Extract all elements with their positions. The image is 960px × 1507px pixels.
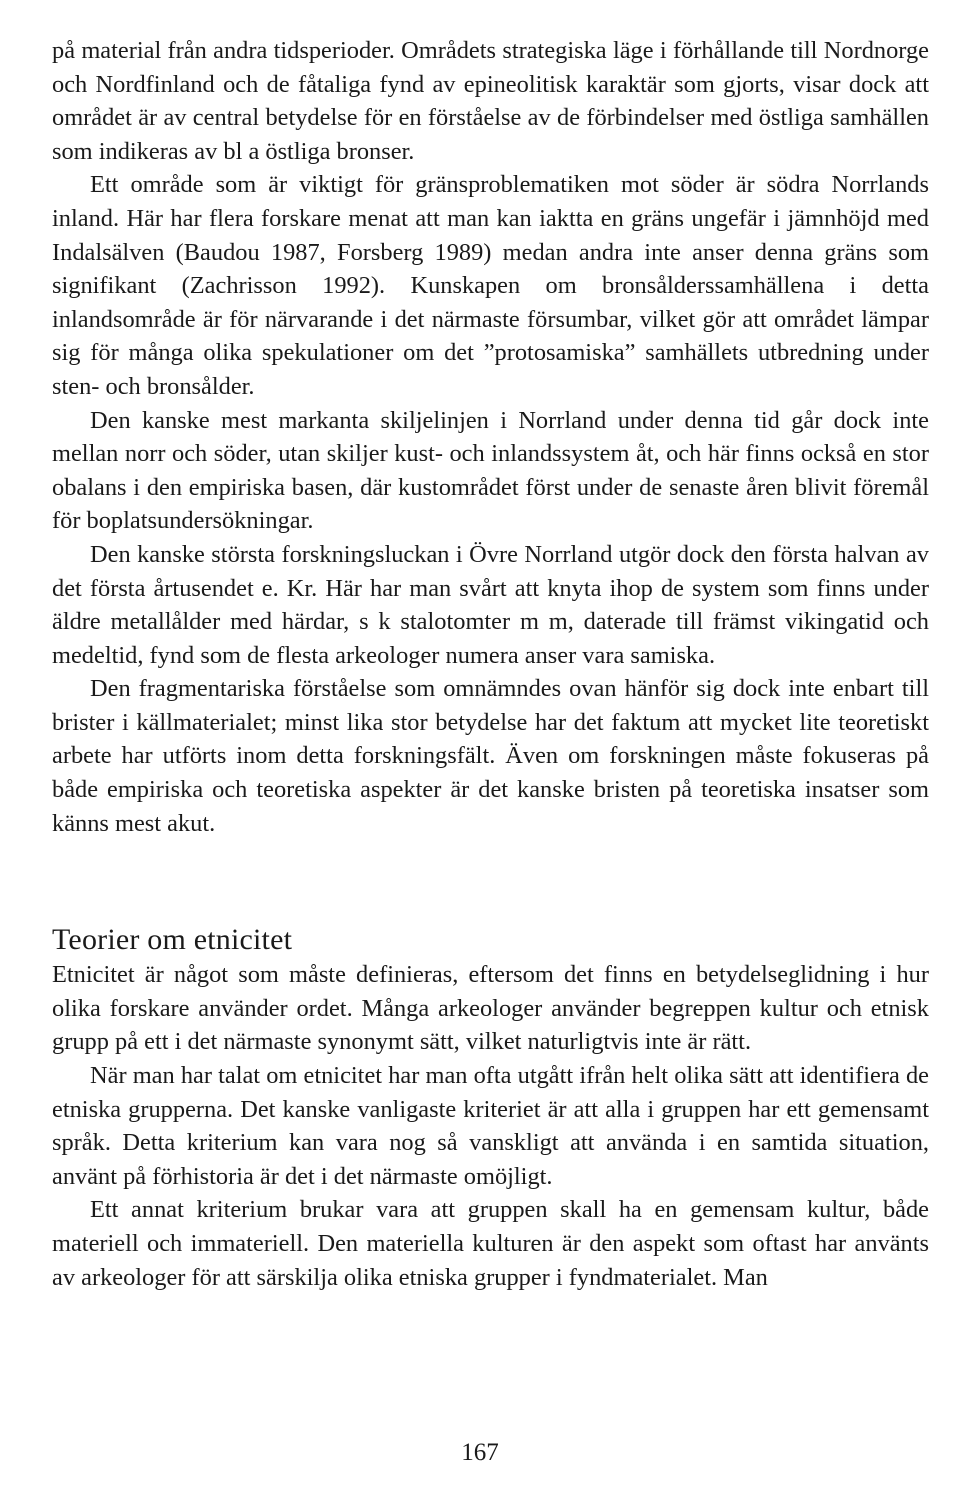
section-heading: Teorier om etnicitet <box>52 923 293 957</box>
paragraph: Den kanske största forskningsluckan i Övre Norrland utgör dock den första halvan av det första årtusendet e. Kr. Här har man svårt att knyta ihop de system som finns under äldre metallålder med härdar, s k stalotomter m m, daterade till främst vikingatid och medeltid, fynd som de flesta arkeologer numera anser vara samiska. <box>52 540 929 669</box>
paragraph: Den fragmentariska förståelse som omnämndes ovan hänför sig dock inte enbart till brister i källmaterialet; minst lika stor betydelse har det faktum att mycket lite teoretiskt arbete har utförts inom detta forskningsfält. Även om forskningen måste fokuseras på både empiriska och teoretiska aspekter är det kanske bristen på teoretiska insatser som känns mest akut. <box>52 675 929 837</box>
page-number: 167 <box>461 1439 499 1466</box>
paragraph: Den kanske mest markanta skiljelinjen i Norrland under denna tid går dock inte mellan norr och söder, utan skiljer kust- och inlandssystem åt, och här finns också en stor obalans i den empiriska basen, där kustområdet först under de senaste åren blivit föremål för boplatsundersökningar. <box>52 406 929 535</box>
section-paragraph: Etnicitet är något som måste definieras, eftersom det finns en betydelseglidning i hur olika forskare använder ordet. Många arkeologer använder begreppen kultur och etnisk grupp på ett i det närmaste synonymt sätt, vilket naturligtvis inte är rätt. <box>52 961 929 1056</box>
section-paragraph: När man har talat om etnicitet har man ofta utgått ifrån helt olika sätt att identifiera de etniska grupperna. Det kanske vanligaste kriteriet är att alla i gruppen har ett gemensamt språk. Detta kriterium kan vara nog så vanskligt att använda i en samtida situation, använt på förhistoria är det i det närmaste omöjligt. <box>52 1062 929 1190</box>
section-paragraph: Ett annat kriterium brukar vara att gruppen skall ha en gemensam kultur, både materiell och immateriell. Den materiella kulturen är den aspekt som oftast har använts av arkeologer för att särskilja olika etniska grupper i fyndmaterialet. Man <box>52 1196 929 1291</box>
page-body <box>52 34 929 1294</box>
paragraph-continued: på material från andra tidsperioder. Områdets strategiska läge i förhållande till Nordnorge och Nordfinland och de fåtaliga fynd av epineolitisk karaktär som gjorts, visar dock att området är av central betydelse för en förståelse av de förbindelser med östliga samhällen som indikeras av bl a östliga bronser. <box>52 37 929 165</box>
paragraph: Ett område som är viktigt för gränsproblematiken mot söder är södra Norrlands inland. Här har flera forskare menat att man kan iaktta en gräns ungefär i jämnhöjd med Indalsälven (Baudou 1987, Forsberg 1989) medan andra inte anser denna gräns som signifikant (Zachrisson 1992). Kunskapen om bronsålderssamhällena i detta inlandsområde är för närvarande i det närmaste försumbar, vilket gör att området lämpar sig för många olika spekulationer om det ”protosamiska” samhällets utbredning under sten- och bronsålder. <box>52 171 929 400</box>
